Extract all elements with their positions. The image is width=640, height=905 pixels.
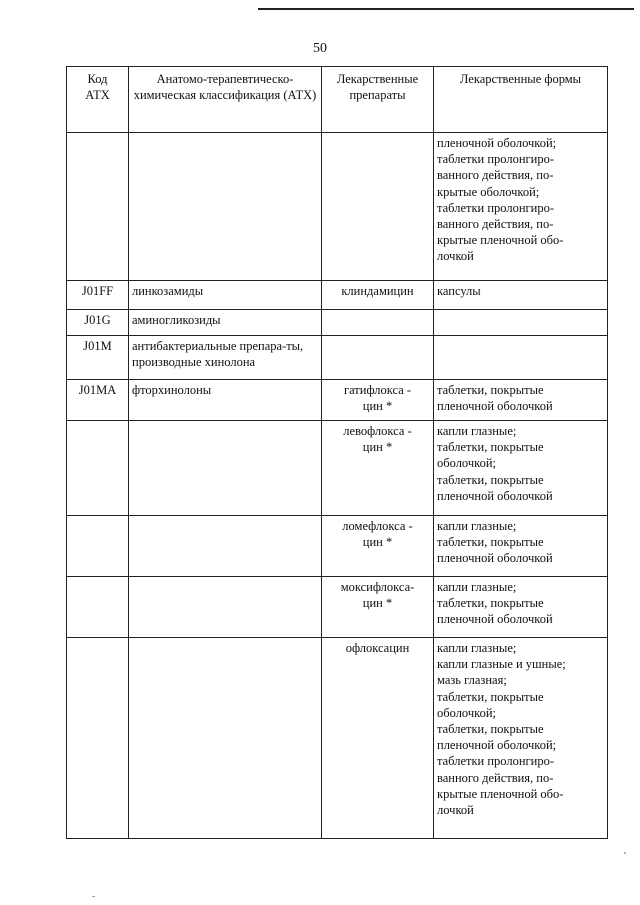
cell-drug: гатифлокса - цин * [322,380,434,421]
cell-forms [434,310,608,336]
cell-forms: капли глазные; таблетки, покрытые оболочкой; таблетки, покрытые пленочной оболочкой [434,421,608,516]
cell-classification [129,133,322,281]
cell-code: J01FF [67,281,129,310]
cell-classification: антибактериальные препара-ты, производные хинолона [129,336,322,380]
atx-table [66,66,608,839]
cell-forms: пленочной оболочкой; таблетки пролонгиро- ванного действия, по- крытые оболочкой; таблетки пролонгиро- ванного действия, по- крытые пленочной обо- лочкой [434,133,608,281]
table-row [67,380,608,421]
header-row [67,67,608,133]
cell-drug: левофлокса - цин * [322,421,434,516]
cell-code: J01G [67,310,129,336]
cell-classification [129,638,322,839]
cell-forms: капсулы [434,281,608,310]
cell-drug [322,133,434,281]
cell-code [67,421,129,516]
table-row [67,310,608,336]
cell-classification: линкозамиды [129,281,322,310]
header-code: Код АТХ [67,67,129,133]
cell-classification: аминогликозиды [129,310,322,336]
scan-speck [624,852,626,854]
table-row [67,516,608,577]
table-row [67,638,608,839]
page-number: 50 [313,41,327,56]
header-classification: Анатомо-терапевтическо-химическая классификация (АТХ) [129,67,322,133]
cell-forms: капли глазные; таблетки, покрытые пленочной оболочкой [434,577,608,638]
cell-drug: офлоксацин [322,638,434,839]
cell-classification [129,421,322,516]
cell-forms [434,336,608,380]
cell-drug: клиндамицин [322,281,434,310]
table-row [67,577,608,638]
cell-drug [322,336,434,380]
header-forms: Лекарственные формы [434,67,608,133]
cell-code [67,577,129,638]
cell-code: J01M [67,336,129,380]
cell-classification [129,516,322,577]
cell-drug [322,310,434,336]
cell-forms: капли глазные; капли глазные и ушные; мазь глазная; таблетки, покрытые оболочкой; таблетки, покрытые пленочной оболочкой; таблетки пролонгиро- ванного действия, по- крытые пленочной обо- лочкой [434,638,608,839]
cell-code [67,516,129,577]
cell-code [67,133,129,281]
cell-classification [129,577,322,638]
header-drugs: Лекарственные препараты [322,67,434,133]
top-rule [258,8,634,10]
cell-drug: моксифлокса- цин * [322,577,434,638]
table-row [67,336,608,380]
cell-code [67,638,129,839]
cell-forms: капли глазные; таблетки, покрытые пленочной оболочкой [434,516,608,577]
table-row [67,133,608,281]
table-row [67,281,608,310]
cell-drug: ломефлокса - цин * [322,516,434,577]
scan-speck [92,896,95,897]
table-row [67,421,608,516]
cell-classification: фторхинолоны [129,380,322,421]
cell-forms: таблетки, покрытые пленочной оболочкой [434,380,608,421]
cell-code: J01MA [67,380,129,421]
